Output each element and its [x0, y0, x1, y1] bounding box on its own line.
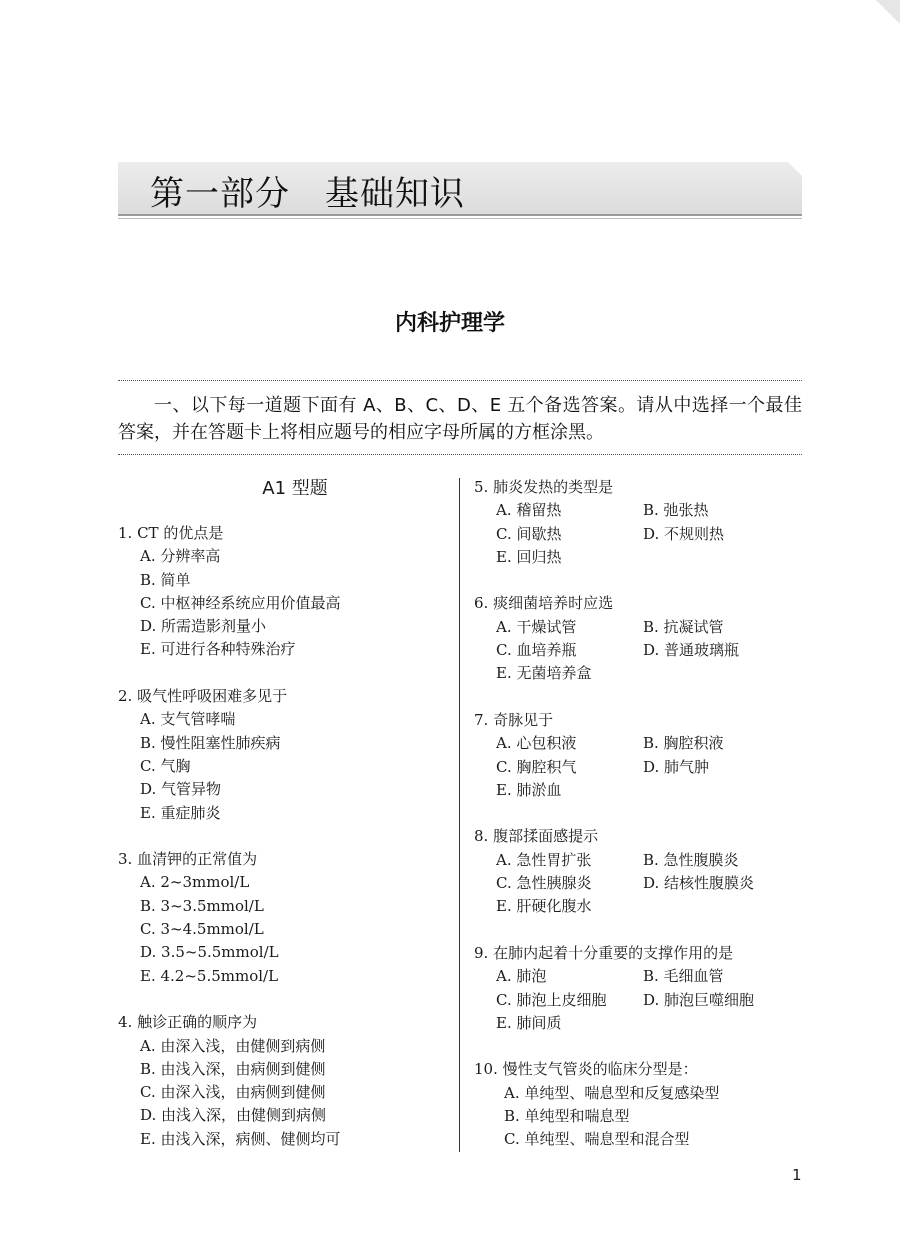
option-d: D. 肺气肿: [643, 757, 710, 776]
option-a: A. 肺泡: [496, 967, 547, 986]
option-c: C. 胸腔积气: [496, 757, 577, 776]
question-type-heading: A1 型题: [262, 478, 328, 499]
option-b: B. 抗凝试管: [643, 617, 724, 636]
option-e: E. 肺淤血: [496, 780, 562, 799]
page-number: 1: [792, 1166, 802, 1184]
instructions-text: 一、以下每一道题下面有 A、B、C、D、E 五个备选答案。请从中选择一个最佳答案，并在答题卡上将相应题号的相应字母所属的方框涂黑。: [118, 395, 802, 443]
option-d: D. 不规则热: [643, 524, 725, 543]
option-e: E. 4.2~5.5mmol/L: [140, 966, 279, 985]
question-stem: 2. 吸气性呼吸困难多见于: [118, 687, 288, 706]
option-a: A. 由深入浅，由健侧到病侧: [140, 1036, 326, 1055]
option-b: B. 胸腔积液: [643, 734, 724, 753]
question-10: [474, 1058, 804, 1151]
option-d: D. 肺泡巨噬细胞: [643, 990, 755, 1009]
option-e: E. 重症肺炎: [140, 803, 221, 822]
option-b: B. 急性腹膜炎: [643, 850, 739, 869]
option-e: E. 回归热: [496, 547, 562, 566]
question-9: [474, 942, 804, 1035]
page-corner-fold: [876, 0, 900, 24]
question-stem: 3. 血清钾的正常值为: [118, 850, 258, 869]
dotted-rule-top: [118, 380, 802, 381]
column-divider: [459, 478, 460, 1152]
option-c: C. 由深入浅，由病侧到健侧: [140, 1083, 326, 1102]
option-a: A. 2~3mmol/L: [140, 873, 250, 892]
option-e: E. 肝硬化腹水: [496, 897, 592, 916]
section-title: 内科护理学: [394, 310, 505, 336]
option-b: B. 由浅入深，由病侧到健侧: [140, 1059, 326, 1078]
option-d: D. 由浅入深，由健侧到病侧: [140, 1106, 327, 1125]
option-d: D. 3.5~5.5mmol/L: [140, 943, 279, 962]
right-column: [474, 476, 804, 1175]
option-c: C. 中枢神经系统应用价值最高: [140, 593, 341, 612]
option-a: A. 稽留热: [496, 501, 562, 520]
option-c: C. 气胸: [140, 756, 191, 775]
option-c: C. 急性胰腺炎: [496, 874, 592, 893]
question-7: [474, 709, 804, 802]
question-stem: 5. 肺炎发热的类型是: [474, 478, 614, 496]
option-a: A. 急性胃扩张: [496, 850, 592, 869]
option-e: E. 肺间质: [496, 1013, 562, 1032]
option-b: B. 慢性阻塞性肺疾病: [140, 733, 281, 752]
option-a: A. 单纯型、喘息型和反复感染型: [504, 1083, 720, 1102]
left-column: [118, 476, 448, 1174]
option-c: C. 血培养瓶: [496, 641, 577, 660]
question-stem: 9. 在肺内起着十分重要的支撑作用的是: [474, 943, 734, 962]
option-d: D. 气管异物: [140, 780, 222, 799]
banner-rule: [118, 214, 802, 216]
question-stem: 7. 奇脉见于: [474, 710, 554, 729]
option-d: D. 结核性腹膜炎: [643, 874, 755, 893]
option-e: E. 无菌培养盒: [496, 664, 592, 683]
option-b: B. 3~3.5mmol/L: [140, 896, 264, 915]
option-b: B. 简单: [140, 570, 191, 589]
option-a: A. 支气管哮喘: [140, 710, 236, 729]
option-b: B. 毛细血管: [643, 967, 724, 986]
question-8: [474, 825, 804, 918]
option-b: B. 弛张热: [643, 501, 709, 520]
question-4: [118, 1011, 448, 1151]
option-a: A. 心包积液: [496, 734, 577, 753]
banner-rule-thin: [118, 218, 802, 219]
question-1: [118, 522, 448, 662]
question-2: [118, 685, 448, 825]
question-5: [474, 476, 804, 569]
option-c: C. 3~4.5mmol/L: [140, 920, 264, 939]
option-a: A. 分辨率高: [140, 547, 221, 566]
question-3: [118, 848, 448, 988]
option-e: E. 由浅入深，病侧、健侧均可: [140, 1129, 341, 1148]
option-a: A. 干燥试管: [496, 617, 577, 636]
option-c: C. 单纯型、喘息型和混合型: [504, 1130, 690, 1149]
question-stem: 4. 触诊正确的顺序为: [118, 1013, 258, 1032]
option-d: D. 普通玻璃瓶: [643, 641, 740, 660]
question-stem: 8. 腹部揉面感提示: [474, 827, 599, 846]
question-stem: 10. 慢性支气管炎的临床分型是：: [474, 1060, 698, 1079]
question-stem: 1. CT 的优点是: [118, 524, 224, 542]
dotted-rule-bottom: [118, 454, 802, 455]
question-6: [474, 592, 804, 685]
part-banner: [118, 162, 802, 214]
option-c: C. 间歇热: [496, 524, 562, 543]
option-b: B. 单纯型和喘息型: [504, 1107, 630, 1126]
part-title: 第一部分 基础知识: [150, 174, 465, 214]
option-e: E. 可进行各种特殊治疗: [140, 640, 296, 659]
option-c: C. 肺泡上皮细胞: [496, 990, 607, 1009]
option-d: D. 所需造影剂量小: [140, 617, 267, 636]
question-stem: 6. 痰细菌培养时应选: [474, 594, 614, 613]
